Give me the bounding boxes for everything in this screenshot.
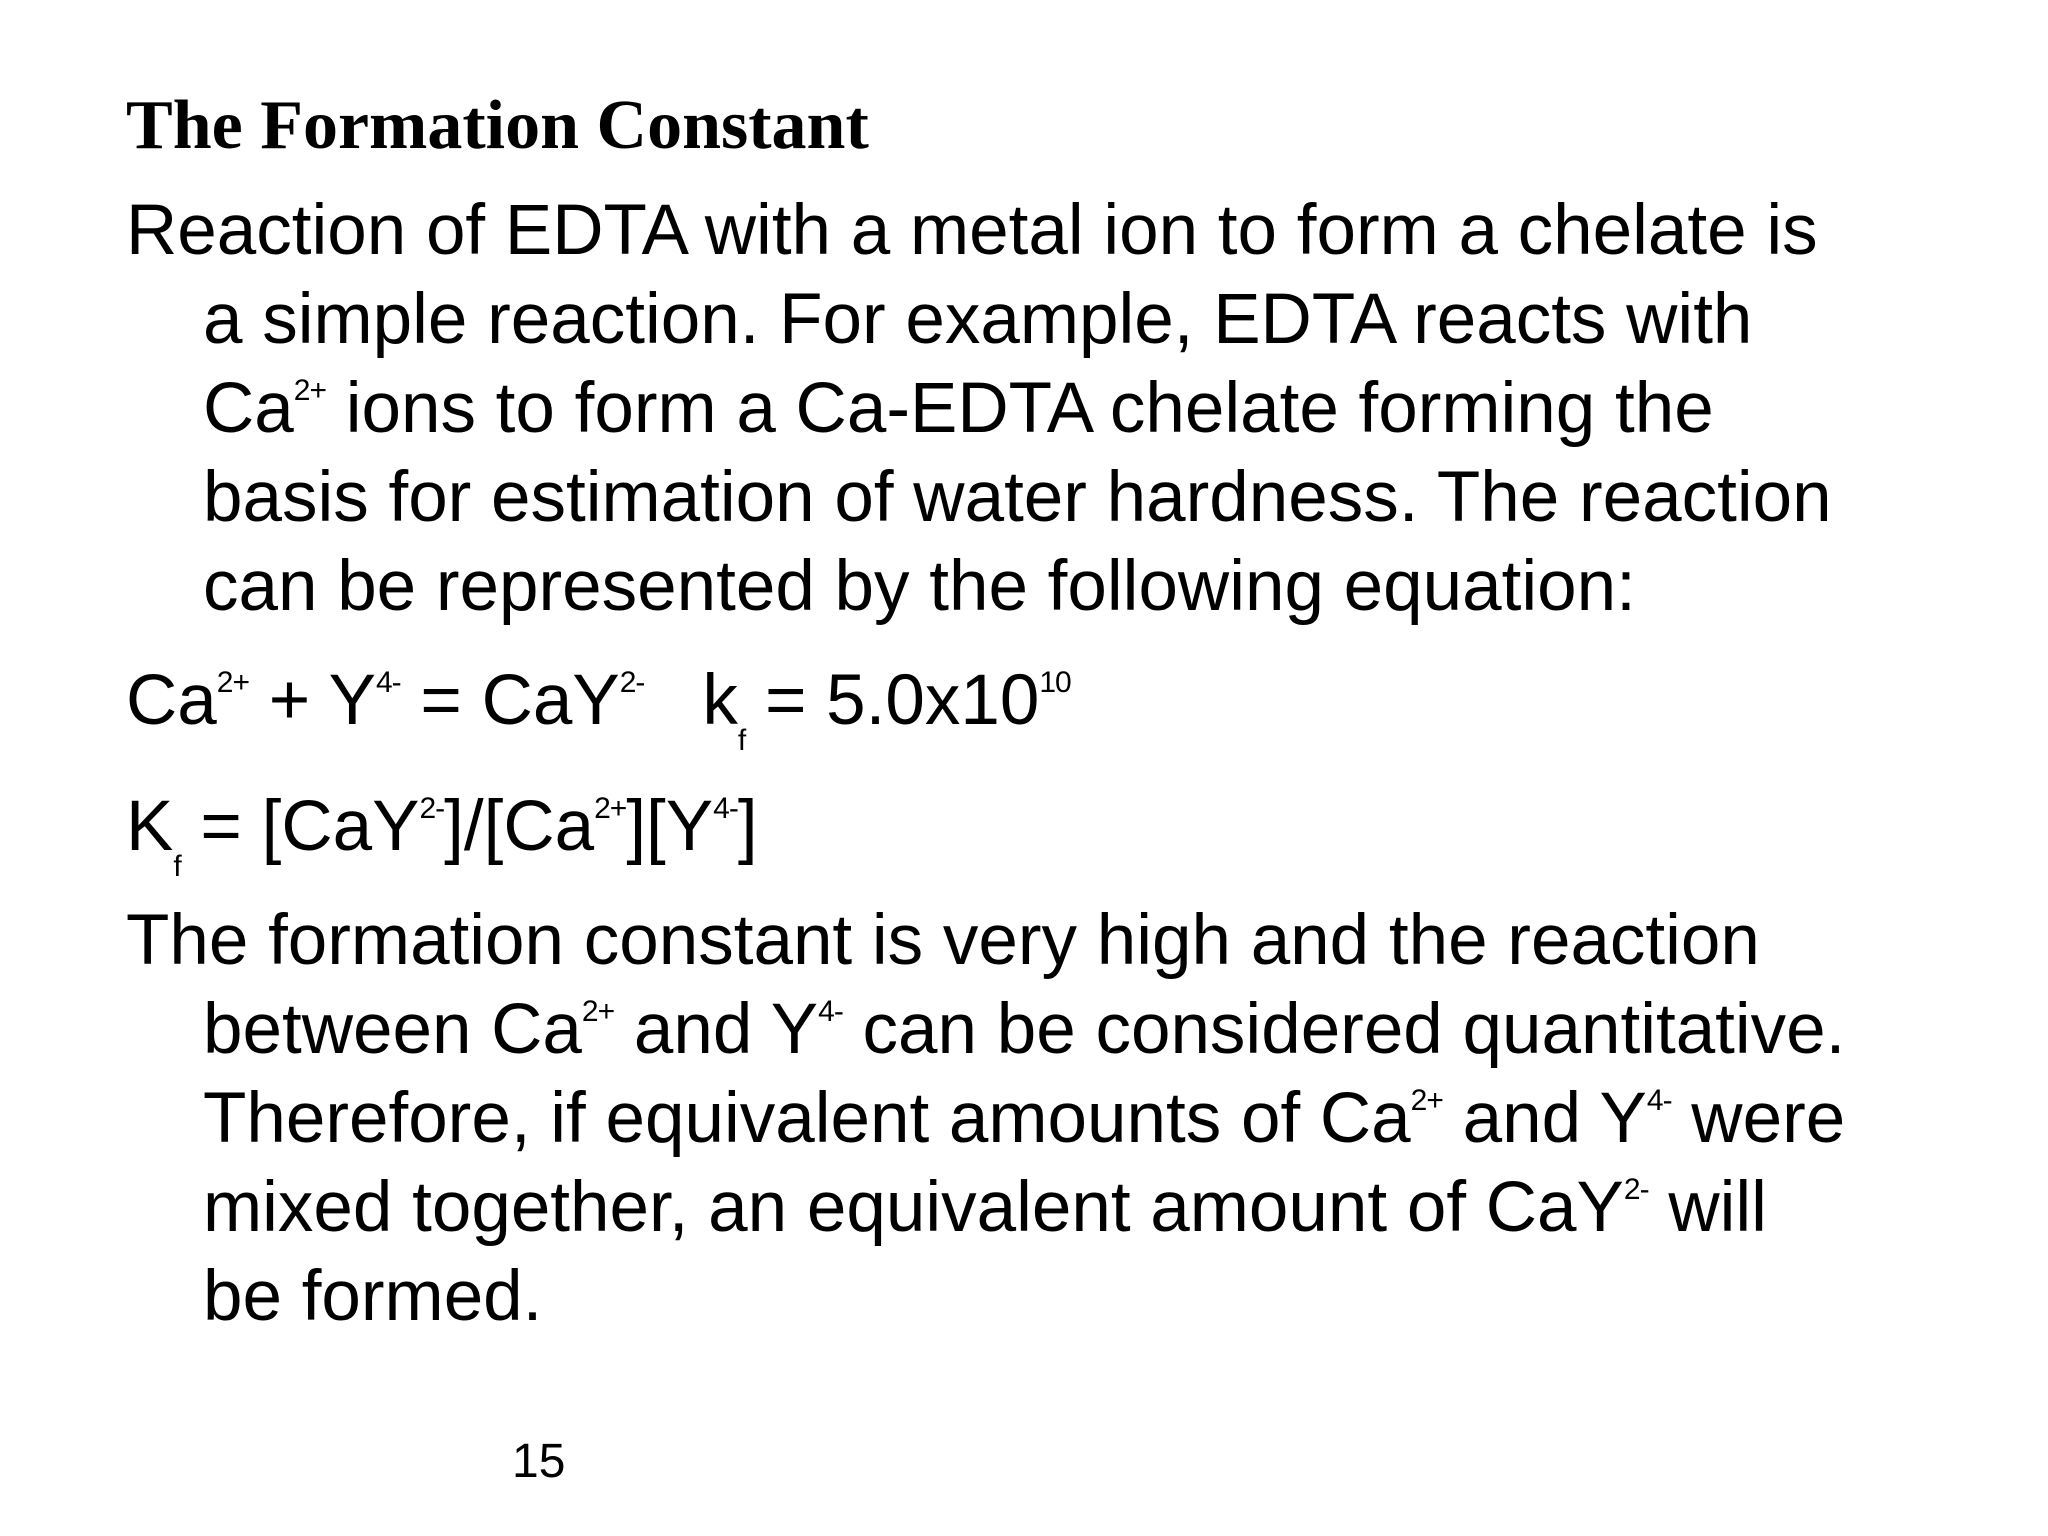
reaction-equation bbox=[126, 656, 1071, 757]
text-line: be formed. bbox=[203, 1257, 543, 1336]
text-fragment: and Y bbox=[614, 990, 819, 1069]
text-fragment: + Y bbox=[248, 661, 376, 740]
slide-title: The Formation Constant bbox=[126, 87, 869, 164]
text-line: basis for estimation of water hardness. The reaction bbox=[203, 458, 1832, 537]
text-fragment: K bbox=[126, 787, 174, 866]
text-line: a simple reaction. For example, EDTA reacts with bbox=[203, 280, 1753, 359]
text-line: can be represented by the following equation: bbox=[203, 547, 1636, 626]
text-line: The formation constant is very high and the reaction bbox=[126, 901, 1760, 980]
text-fragment: k bbox=[702, 661, 738, 740]
text-line bbox=[126, 985, 1986, 1074]
text-fragment: ] bbox=[737, 787, 758, 866]
text-fragment: ]/[Ca bbox=[444, 787, 595, 866]
superscript: 2+ bbox=[1410, 1084, 1443, 1117]
superscript: 4- bbox=[818, 995, 843, 1028]
superscript: 2- bbox=[419, 792, 445, 825]
text-fragment: can be considered quantitative. bbox=[842, 990, 1846, 1069]
page-number: 15 bbox=[512, 1435, 566, 1488]
formation-constant-expression bbox=[126, 782, 758, 883]
superscript: 4- bbox=[713, 792, 738, 825]
text-fragment: mixed together, an equivalent amount of CaY bbox=[203, 1168, 1624, 1247]
text-fragment: = [CaY bbox=[180, 787, 420, 866]
text-fragment: ions to form a Ca-EDTA chelate forming the bbox=[325, 369, 1714, 448]
superscript: 2- bbox=[619, 666, 645, 699]
text-line bbox=[126, 1074, 1986, 1163]
conclusion-paragraph bbox=[126, 896, 1986, 1341]
text-fragment: will bbox=[1648, 1168, 1767, 1247]
text-line bbox=[126, 1163, 1986, 1252]
superscript: 4- bbox=[375, 666, 401, 699]
text-fragment: were bbox=[1671, 1079, 1846, 1158]
text-fragment: Ca bbox=[203, 369, 294, 448]
text-line bbox=[126, 364, 1986, 453]
superscript: 2- bbox=[1623, 1173, 1649, 1206]
superscript: 2+ bbox=[293, 374, 326, 407]
text-fragment: ][Y bbox=[626, 787, 714, 866]
superscript: 4- bbox=[1646, 1084, 1672, 1117]
superscript: 2+ bbox=[594, 792, 627, 825]
text-fragment: between Ca bbox=[203, 990, 582, 1069]
subscript: f bbox=[173, 850, 181, 883]
superscript: 2+ bbox=[216, 666, 249, 699]
text-fragment: and Y bbox=[1442, 1079, 1647, 1158]
subscript: f bbox=[737, 724, 746, 757]
superscript: 2+ bbox=[581, 995, 615, 1028]
text-fragment: = CaY bbox=[400, 661, 620, 740]
superscript: 10 bbox=[1039, 666, 1071, 699]
text-fragment: Ca bbox=[126, 661, 217, 740]
intro-paragraph bbox=[126, 186, 1986, 631]
text-fragment: Therefore, if equivalent amounts of Ca bbox=[203, 1079, 1411, 1158]
text-fragment: = 5.0x10 bbox=[745, 661, 1040, 740]
text-line: Reaction of EDTA with a metal ion to form a chelate is bbox=[126, 191, 1818, 270]
